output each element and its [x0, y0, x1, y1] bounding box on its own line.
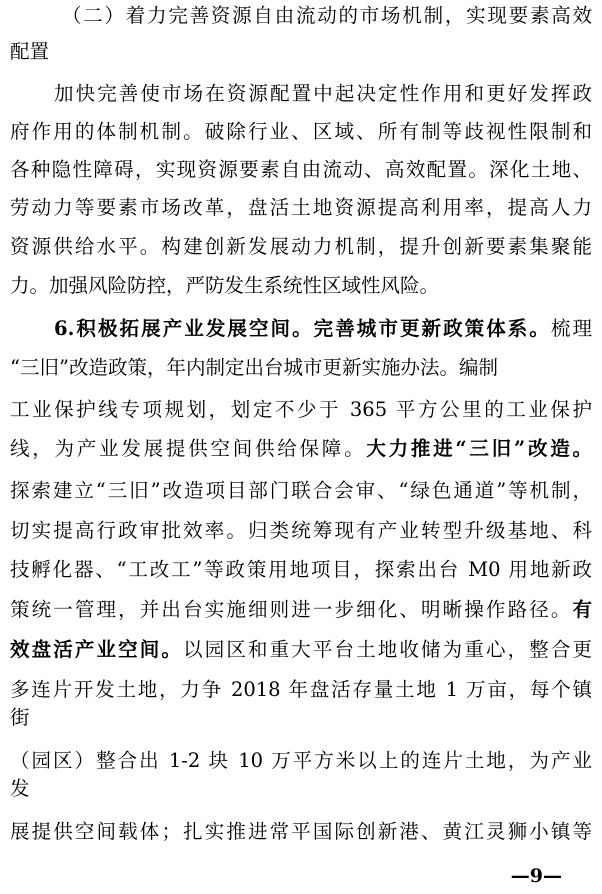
paragraph-line: 技孵化器、“工改工”等政策用地项目，探索出台 M0 用地新政	[10, 558, 592, 581]
paragraph-line: 劳动力等要素市场改革，盘活土地资源提高利用率，提高人力	[10, 196, 592, 219]
paragraph-line: 线，为产业发展提供空间供给保障。大力推进“三旧”改造。	[10, 437, 592, 460]
paragraph-line: 街	[10, 706, 30, 729]
paragraph-line: 资源供给水平。构建创新发展动力机制，提升创新要素集聚能	[10, 235, 592, 258]
paragraph-line: 工业保护线专项规划，划定不少于 365 平方公里的工业保护	[10, 398, 592, 421]
paragraph-line: 加快完善使市场在资源配置中起决定性作用和更好发挥政	[54, 82, 592, 105]
paragraph-line: 效盘活产业空间。以园区和重大平台土地收储为重心，整合更	[10, 638, 592, 661]
paragraph-line: 府作用的体制机制。破除行业、区域、所有制等歧视性限制和	[10, 120, 592, 143]
paragraph-line: 力。加强风险防控，严防发生系统性区域性风险。	[10, 274, 440, 297]
paragraph-line: 策统一管理，并出台实施细则进一步细化、明晰操作路径。有	[10, 598, 592, 621]
paragraph-line: 多连片开发土地，力争 2018 年盘活存量土地 1 万亩，每个镇	[10, 678, 592, 701]
paragraph-line: 各种隐性障碍，实现资源要素自由流动、高效配置。深化土地、	[10, 158, 592, 181]
section-heading-line-2: 配置	[10, 40, 50, 63]
paragraph-line: 6.积极拓展产业发展空间。完善城市更新政策体系。梳理	[54, 317, 592, 340]
paragraph-line: 探索建立“三旧”改造项目部门联合会审、“绿色通道”等机制，	[10, 479, 592, 502]
section-heading-line-1: （二）着力完善资源自由流动的市场机制，实现要素高效	[62, 4, 592, 27]
paragraph-line: “三旧”改造政策，年内制定出台城市更新实施办法。编制	[10, 356, 498, 379]
paragraph-line: 切实提高行政审批效率。归类统筹现有产业转型升级基地、科	[10, 519, 592, 542]
page-number: —9—	[510, 865, 562, 887]
paragraph-line: 展提供空间载体；扎实推进常平国际创新港、黄江灵狮小镇等	[10, 820, 592, 843]
paragraph-line: （园区）整合出 1-2 块 10 万平方米以上的连片土地，为产业	[10, 749, 592, 772]
paragraph-line: 发	[10, 777, 30, 800]
